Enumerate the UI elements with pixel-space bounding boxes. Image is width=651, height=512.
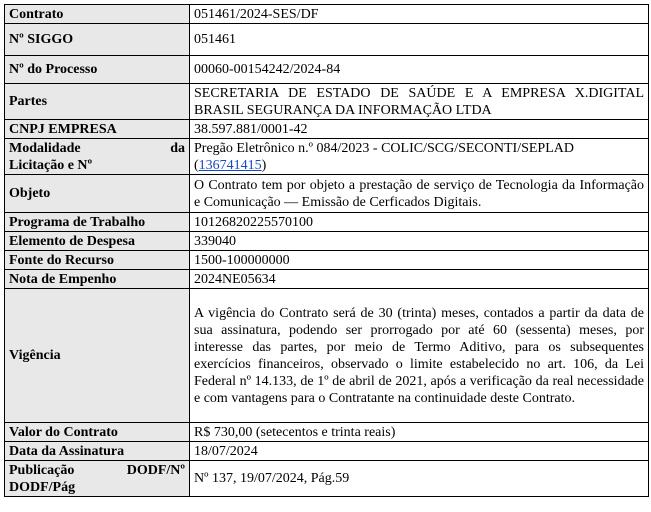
contract-summary-table [4, 4, 649, 497]
value-siggo: 051461 [190, 24, 649, 56]
value-valor: R$ 730,00 (setecentos e trinta reais) [190, 423, 649, 442]
row-empenho [5, 270, 649, 289]
label-modalidade-part2: da [170, 140, 185, 156]
label-publicacao-part1: Publicação [9, 462, 75, 478]
label-valor: Valor do Contrato [5, 423, 190, 442]
value-empenho: 2024NE05634 [190, 270, 649, 289]
row-objeto [5, 175, 649, 213]
label-elemento: Elemento de Despesa [5, 232, 190, 251]
label-siggo: Nº SIGGO [5, 24, 190, 56]
label-modalidade [5, 139, 190, 175]
label-contrato: Contrato [5, 5, 190, 24]
row-vigencia [5, 289, 649, 423]
label-assinatura: Data da Assinatura [5, 442, 190, 461]
value-processo: 00060-00154242/2024-84 [190, 56, 649, 84]
label-programa: Programa de Trabalho [5, 213, 190, 232]
row-cnpj [5, 120, 649, 139]
row-partes [5, 84, 649, 120]
row-publicacao [5, 461, 649, 497]
process-link[interactable]: 136741415 [198, 157, 262, 173]
value-publicacao: Nº 137, 19/07/2024, Pág.59 [190, 461, 649, 497]
label-publicacao [5, 461, 190, 497]
value-modalidade [190, 139, 649, 175]
value-partes: SECRETARIA DE ESTADO DE SAÚDE E A EMPRESA X.DIGITAL BRASIL SEGURANÇA DA INFORMAÇÃO LTDA [190, 84, 649, 120]
label-publicacao-part2: DODF/Nº [126, 462, 185, 478]
row-programa [5, 213, 649, 232]
value-fonte: 1500-100000000 [190, 251, 649, 270]
value-modalidade-suffix: ) [261, 157, 267, 173]
value-assinatura: 18/07/2024 [190, 442, 649, 461]
value-vigencia: A vigência do Contrato será de 30 (trinta) meses, contados a partir da data de sua assinatura, podendo ser prorrogado por até 60 (sessenta) meses, por interesse das partes, por meio de Termo Aditivo, para os subsequentes exercícios financeiros, observado o limite estabelecido no art. 106, da Lei Federal nº 14.133, de 1º de abril de 2021, após a verificação da real necessidade e com vantagens para o Contratante na continuidade deste Contrato. [190, 289, 649, 423]
label-partes: Partes [5, 84, 190, 120]
row-fonte [5, 251, 649, 270]
value-programa: 10126820225570100 [190, 213, 649, 232]
label-processo: Nº do Processo [5, 56, 190, 84]
value-modalidade-prefix: Pregão Eletrônico n.º 084/2023 - COLIC/SCG/SECONTI/SEPLAD ( [194, 140, 574, 173]
label-modalidade-line2: Licitação e Nº [9, 157, 93, 173]
label-cnpj: CNPJ EMPRESA [5, 120, 190, 139]
label-fonte: Fonte do Recurso [5, 251, 190, 270]
value-contrato: 051461/2024-SES/DF [190, 5, 649, 24]
row-processo [5, 56, 649, 84]
row-elemento [5, 232, 649, 251]
row-modalidade [5, 139, 649, 175]
row-contrato [5, 5, 649, 24]
label-objeto: Objeto [5, 175, 190, 213]
row-assinatura [5, 442, 649, 461]
value-cnpj: 38.597.881/0001-42 [190, 120, 649, 139]
label-modalidade-part1: Modalidade [9, 140, 81, 156]
label-publicacao-line2: DODF/Pág [9, 479, 76, 495]
row-valor [5, 423, 649, 442]
row-siggo [5, 24, 649, 56]
label-vigencia: Vigência [5, 289, 190, 423]
value-elemento: 339040 [190, 232, 649, 251]
label-empenho: Nota de Empenho [5, 270, 190, 289]
value-objeto: O Contrato tem por objeto a prestação de serviço de Tecnologia da Informação e Comunicação — Emissão de Cerficados Digitais. [190, 175, 649, 213]
